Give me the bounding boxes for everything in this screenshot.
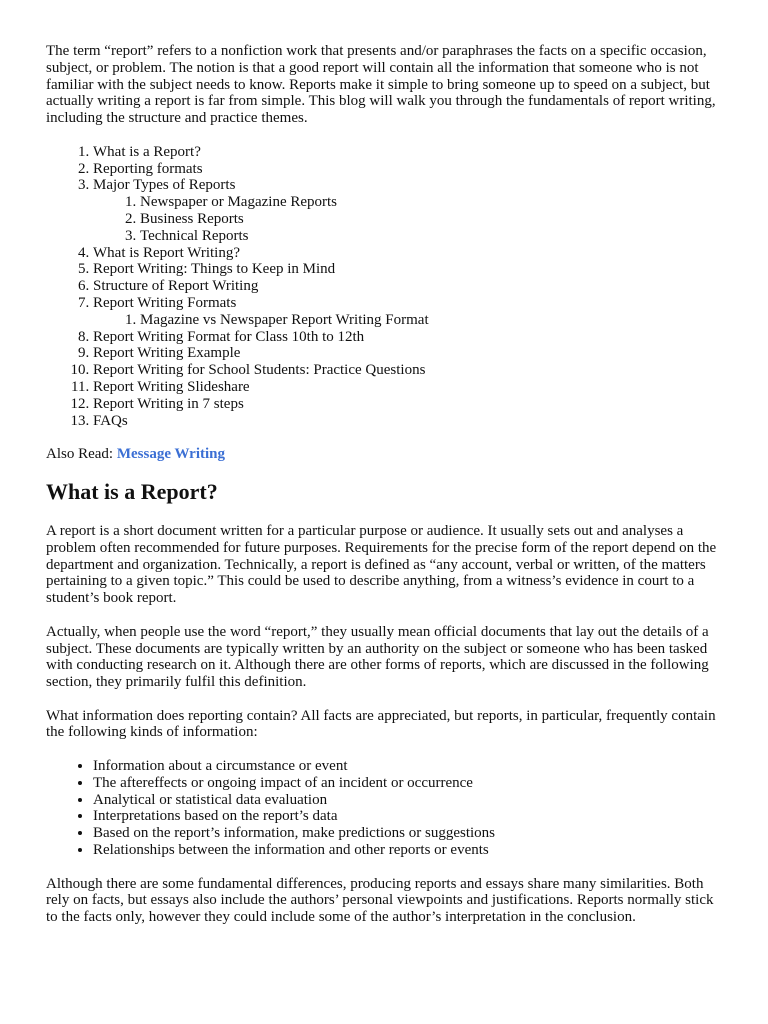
section-paragraph: A report is a short document written for a particular purpose or audience. It usually sets out and analyses a problem often recommended for future purposes. Requirements for the precise form of the report depend on the department and organization. Technically, a report is defined as “any account, verbal or written, of the matters pertaining to a given topic.” This could be used to describe anything, from a witness’s evidence in court to a student’s book report. bbox=[46, 522, 717, 607]
toc-subitem[interactable]: 2. Business Reports bbox=[140, 211, 722, 228]
list-item: • The aftereffects or ongoing impact of an incident or occurrence bbox=[93, 775, 722, 792]
toc-item[interactable]: 6. Structure of Report Writing bbox=[93, 278, 722, 295]
list-item: • Information about a circumstance or event bbox=[93, 758, 722, 775]
toc-item[interactable]: 5. Report Writing: Things to Keep in Mind bbox=[93, 261, 722, 278]
toc-item[interactable]: 1. What is a Report? bbox=[93, 144, 722, 161]
toc-item[interactable]: 2. Reporting formats bbox=[93, 161, 722, 178]
list-item: • Relationships between the information and other reports or events bbox=[93, 842, 722, 859]
also-read bbox=[46, 446, 722, 463]
list-item: • Interpretations based on the report’s data bbox=[93, 808, 722, 825]
toc-item[interactable]: 3. Major Types of Reports 1. Newspaper or Magazine Reports 2. Business Reports 3. Technical Reports bbox=[93, 177, 722, 244]
toc-sublist bbox=[93, 194, 722, 244]
list-item: • Based on the report’s information, make predictions or suggestions bbox=[93, 825, 722, 842]
toc-item[interactable]: 10. Report Writing for School Students: Practice Questions bbox=[93, 362, 722, 379]
section-paragraph: What information does reporting contain? All facts are appreciated, but reports, in particular, frequently contain the following kinds of information: bbox=[46, 707, 716, 741]
toc-item[interactable]: 8. Report Writing Format for Class 10th to 12th bbox=[93, 329, 722, 346]
section-heading: What is a Report? bbox=[46, 478, 218, 504]
list-item: • Analytical or statistical data evaluation bbox=[93, 792, 722, 809]
table-of-contents bbox=[46, 144, 722, 430]
toc-item[interactable]: 12. Report Writing in 7 steps bbox=[93, 396, 722, 413]
info-bullet-list bbox=[46, 758, 722, 859]
also-read-label: Also Read: bbox=[46, 446, 114, 463]
toc-item[interactable]: 9. Report Writing Example bbox=[93, 345, 722, 362]
toc-sublist bbox=[93, 312, 722, 329]
intro-paragraph: The term “report” refers to a nonfiction work that presents and/or paraphrases the facts on a specific occasion, subject, or problem. The notion is that a good report will contain all the information that someone who is not familiar with the subject needs to know. Reports make it simple to bring someone up to speed on a subject, but actually writing a report is far from simple. This blog will walk you through the fundamentals of report writing, including the structure and practice themes. bbox=[46, 43, 716, 127]
toc-item[interactable]: 7. Report Writing Formats 1. Magazine vs Newspaper Report Writing Format bbox=[93, 295, 722, 329]
toc-item[interactable]: 13. FAQs bbox=[93, 413, 722, 430]
toc-subitem[interactable]: 1. Magazine vs Newspaper Report Writing Format bbox=[140, 312, 722, 329]
toc-item[interactable]: 4. What is Report Writing? bbox=[93, 245, 722, 262]
section-paragraph: Actually, when people use the word “report,” they usually mean official documents that lay out the details of a subject. These documents are typically written by an authority on the subject or someone who has been tasked with conducting research on it. Although there are other forms of reports, which are discussed in the following section, they primarily fulfil this definition. bbox=[46, 623, 709, 691]
message-writing-link[interactable]: Message Writing bbox=[116, 446, 226, 463]
section-paragraph: Although there are some fundamental differences, producing reports and essays share many similarities. Both rely on facts, but essays also include the authors’ personal viewpoints and justifications. Reports normally stick to the facts only, however they could include some of the author’s interpretation in the conclusion. bbox=[46, 875, 714, 926]
toc-subitem[interactable]: 1. Newspaper or Magazine Reports bbox=[140, 194, 722, 211]
toc-subitem[interactable]: 3. Technical Reports bbox=[140, 228, 722, 245]
toc-item[interactable]: 11. Report Writing Slideshare bbox=[93, 379, 722, 396]
